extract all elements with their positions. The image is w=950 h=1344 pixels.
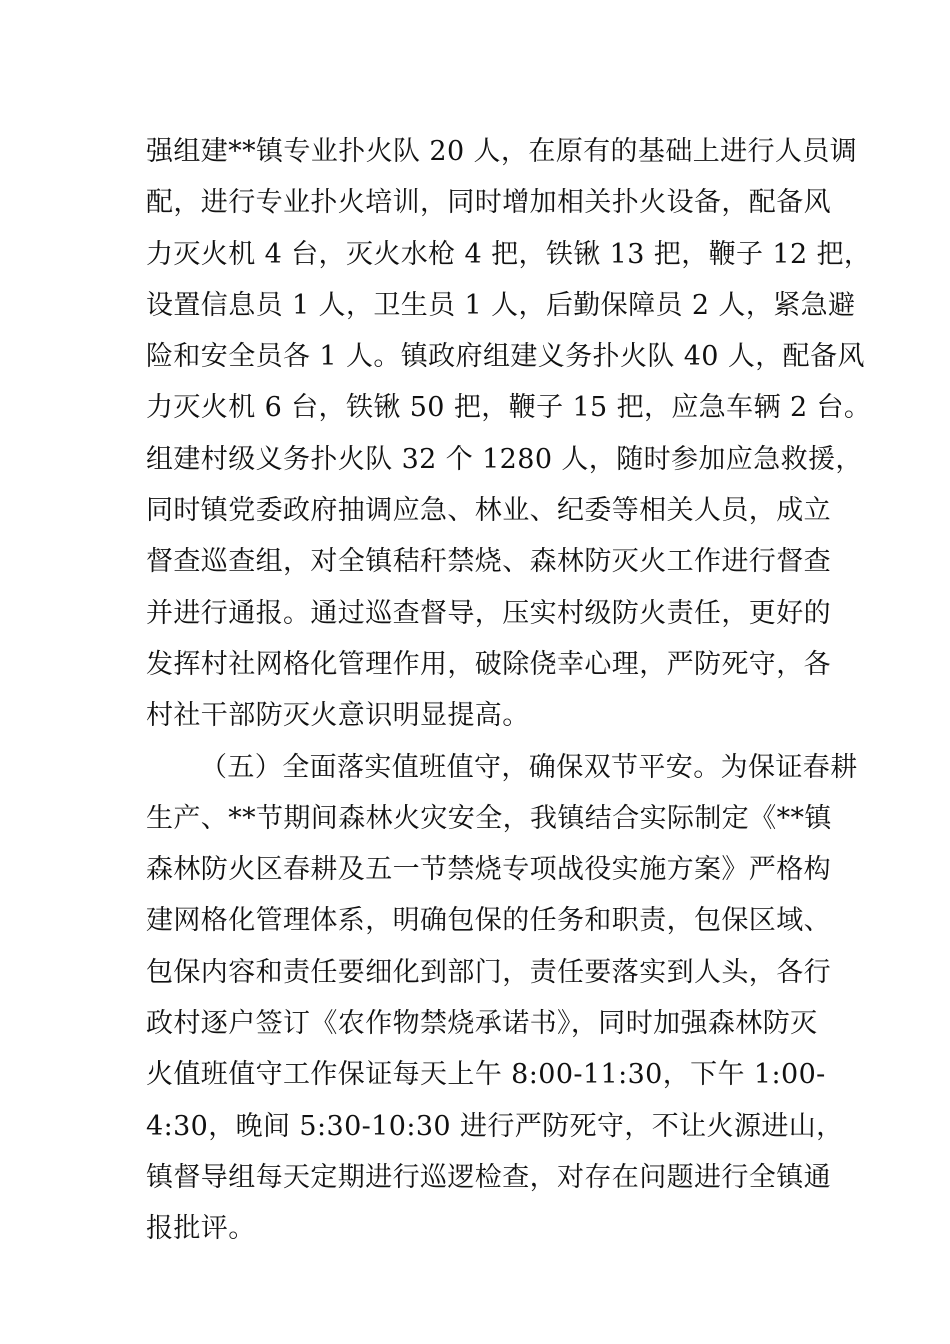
text-line: 包保内容和责任要细化到部门，责任要落实到人头，各行 bbox=[146, 956, 831, 988]
text-line: 配，进行专业扑火培训，同时增加相关扑火设备，配备风 bbox=[146, 187, 831, 219]
text-line: 力灭火机 4 台，灭火水枪 4 把，铁锹 13 把，鞭子 12 把， bbox=[146, 238, 872, 270]
paragraph-2 bbox=[146, 742, 858, 1255]
text-line: 发挥村社网格化管理作用，破除侥幸心理，严防死守，各 bbox=[146, 648, 831, 680]
text-line: 督查巡查组，对全镇秸秆禁烧、森林防灭火工作进行督查 bbox=[146, 546, 831, 578]
paragraph-1 bbox=[146, 126, 872, 742]
text-line: 森林防火区春耕及五一节禁烧专项战役实施方案》严格构 bbox=[146, 854, 831, 886]
text-line: 镇督导组每天定期进行巡逻检查，对存在问题进行全镇通 bbox=[146, 1161, 831, 1193]
document-body bbox=[146, 126, 872, 1255]
text-line: 险和安全员各 1 人。镇政府组建义务扑火队 40 人，配备风 bbox=[146, 341, 865, 373]
text-line: 强组建**镇专业扑火队 20 人，在原有的基础上进行人员调 bbox=[146, 136, 858, 167]
text-line: 村社干部防灭火意识明显提高。 bbox=[146, 700, 530, 732]
text-line: 同时镇党委政府抽调应急、林业、纪委等相关人员，成立 bbox=[146, 495, 831, 527]
text-line: 4:30，晚间 5:30-10:30 进行严防死守，不让火源进山， bbox=[146, 1110, 844, 1142]
text-line: （五）全面落实值班值守，确保双节平安。为保证春耕 bbox=[200, 751, 858, 783]
text-line: 生产、**节期间森林火灾安全，我镇结合实际制定《**镇 bbox=[146, 802, 832, 834]
text-line: 报批评。 bbox=[146, 1213, 256, 1245]
text-line: 组建村级义务扑火队 32 个 1280 人，随时参加应急救援， bbox=[146, 443, 863, 475]
text-line: 火值班值守工作保证每天上午 8:00-11:30，下午 1:00- bbox=[146, 1059, 826, 1091]
text-line: 并进行通报。通过巡查督导，压实村级防火责任，更好的 bbox=[146, 597, 831, 629]
text-line: 政村逐户签订《农作物禁烧承诺书》，同时加强森林防灭 bbox=[146, 1008, 818, 1040]
text-line: 设置信息员 1 人，卫生员 1 人，后勤保障员 2 人，紧急避 bbox=[146, 289, 856, 321]
text-line: 力灭火机 6 台，铁锹 50 把，鞭子 15 把，应急车辆 2 台。 bbox=[146, 392, 872, 424]
text-line: 建网格化管理体系，明确包保的任务和职责，包保区域、 bbox=[146, 905, 831, 937]
